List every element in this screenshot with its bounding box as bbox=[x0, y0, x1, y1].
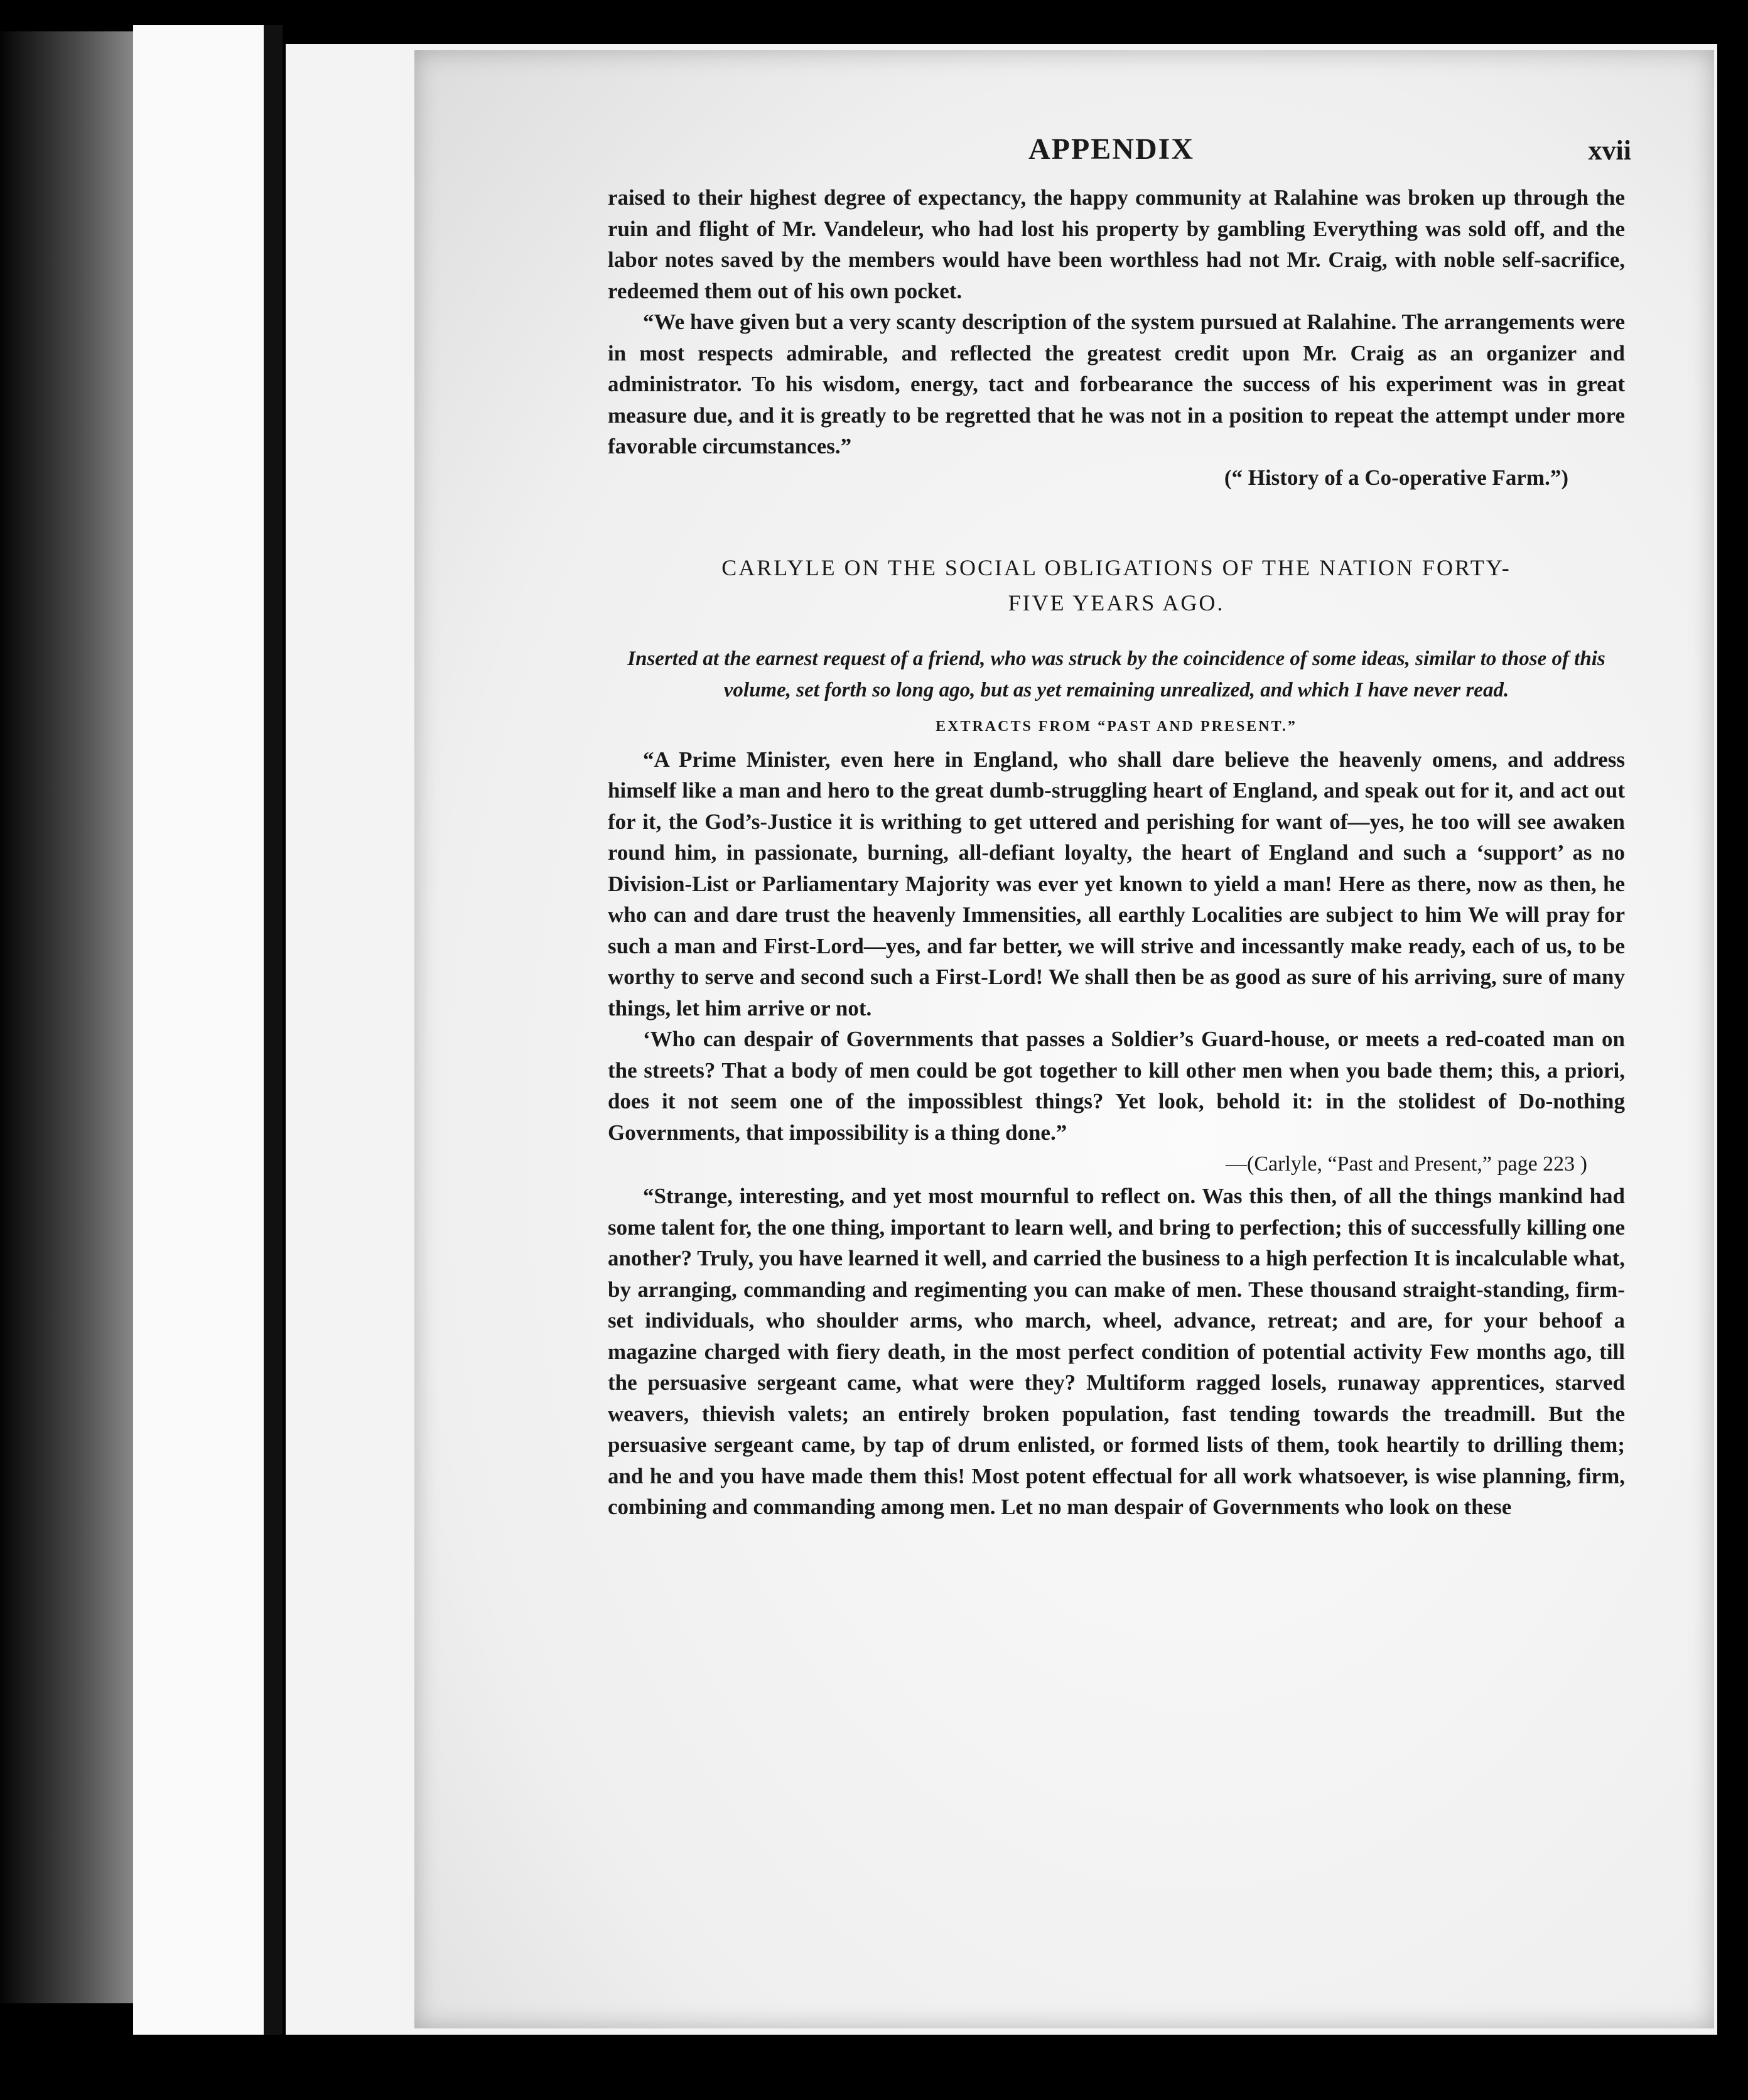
page-text bbox=[608, 126, 1631, 1523]
binding-shadow bbox=[264, 25, 283, 2035]
paragraph-scanty-description: “We have given but a very scanty description of the system pursued at Ralahine. The arrangements were in most respects admirable, and reflected the greatest credit upon Mr. Craig as an organizer and administrator. To his wisdom, energy, tact and forbearance the success of his experiment was in great measure due, and it is greatly to be regretted that he was not in a position to repeat the attempt under more favorable circumstances.” bbox=[608, 310, 1625, 458]
page-gutter bbox=[133, 25, 271, 2035]
section-heading bbox=[608, 550, 1625, 620]
paragraph-strange-interesting: “Strange, interesting, and yet most mournful to reflect on. Was this then, of all the things mankind had some talent for, the one thing, important to learn well, and bring to perfection; this of successfully killing one another? Truly, you have learned it well, and carried the business to a high perfection It is incalculable what, by arranging, commanding and regimenting you can make of men. These thousand straight-standing, firm-set individuals, who shoulder arms, who march, wheel, advance, retreat; and are, for your behoof a magazine charged with fiery death, in the most perfect condition of potential activity Few months ago, till the persuasive sergeant came, what were they? Multiform ragged losels, runaway apprentices, starved weavers, thievish valets; an entirely broken population, fast tending towards the treadmill. But the persuasive sergeant came, by tap of drum enlisted, or formed lists of them, took heartily to drilling them; and he and you have made them this! Most potent effectual for all work whatsoever, is wise planning, firm, combining and commanding among men. Let no man despair of Governments who look on these bbox=[608, 1184, 1625, 1519]
paragraph-despair-governments: ‘Who can despair of Governments that passes a Soldier’s Guard-house, or meets a red-coated man on the streets? That a body of men could be got together to kill other men when you bade them; this, a priori, does it not seem one of the impossiblest things? Yet look, behold it: in the stolidest of Do-nothing Governments, that impossibility is a thing done.” bbox=[608, 1027, 1625, 1145]
paragraph-ralahine-end: raised to their highest degree of expectancy, the happy community at Ralahine was broken up through the ruin and flight of Mr. Vandeleur, who had lost his property by gambling Everything was sold off, and the labor notes saved by the members would have been worthless had not Mr. Craig, with noble self-sacrifice, redeemed them out of his own pocket. bbox=[608, 185, 1625, 303]
section-heading-line-1: CARLYLE ON THE SOCIAL OBLIGATIONS OF THE NATION FORTY- bbox=[721, 555, 1511, 580]
source-note: (“ History of a Co-operative Farm.”) bbox=[1224, 465, 1568, 490]
paragraph-prime-minister: “A Prime Minister, even here in England, who shall dare believe the heavenly omens, and address himself like a man and hero to the great dumb-struggling heart of England, and speak out for it, and act out for it, the God’s-Justice it is writhing to get uttered and perishing for want of—yes, he too will see awaken round him, in passionate, burning, all-defiant loyalty, the heart of England and such a ‘support’ as no Division-List or Parliamentary Majority was ever yet known to yield a man! Here as there, now as then, he who can and dare trust the heavenly Immensities, all earthly Localities are subject to him We will pray for such a man and First-Lord—yes, and far better, we will strive and incessantly make ready, each of us, to be worthy to serve and second such a First-Lord! We shall then be as good as sure of his arriving, sure of many things, let him arrive or not. bbox=[608, 747, 1625, 1020]
editorial-note: Inserted at the earnest request of a friend, who was struck by the coincidence of some ideas, similar to those of this volume, set forth so long ago, but as yet remaining unrealized, and which I have never read. bbox=[627, 647, 1605, 701]
running-title: APPENDIX bbox=[1028, 133, 1194, 166]
citation: —(Carlyle, “Past and Present,” page 223 ) bbox=[1226, 1152, 1587, 1176]
running-head bbox=[608, 126, 1631, 182]
extracts-subheading: EXTRACTS FROM “PAST AND PRESENT.” bbox=[936, 718, 1297, 735]
page-number: xvii bbox=[1588, 135, 1631, 166]
section-heading-line-2: FIVE YEARS AGO. bbox=[1008, 590, 1225, 615]
